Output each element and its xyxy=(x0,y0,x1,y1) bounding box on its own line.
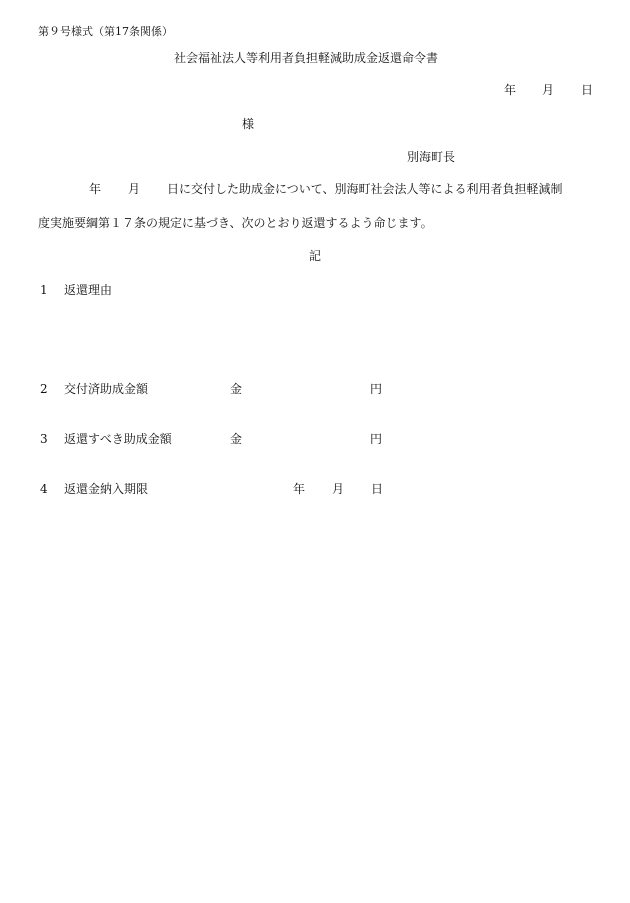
body-month-label: 月 xyxy=(128,182,141,196)
item-number-1: 1 xyxy=(40,283,48,297)
ki-heading: 記 xyxy=(309,249,322,263)
granted-amount-suffix: 円 xyxy=(370,382,383,396)
item-label-return-reason: 返還理由 xyxy=(64,283,113,297)
return-amount-suffix: 円 xyxy=(370,432,383,446)
body-line-2: 度実施要綱第１７条の規定に基づき、次のとおり返還するよう命じます。 xyxy=(38,216,433,230)
addressee-suffix: 様 xyxy=(242,117,255,131)
item-label-granted-amount: 交付済助成金額 xyxy=(64,382,149,396)
body-year-label: 年 xyxy=(89,182,102,196)
item-number-4: 4 xyxy=(40,482,48,496)
date-month-label: 月 xyxy=(542,83,555,97)
item-number-3: 3 xyxy=(40,432,48,446)
return-amount-prefix: 金 xyxy=(230,432,243,446)
item-number-2: 2 xyxy=(40,382,48,396)
deadline-month-label: 月 xyxy=(332,482,345,496)
item-label-return-amount: 返還すべき助成金額 xyxy=(64,432,172,446)
date-year-label: 年 xyxy=(504,83,517,97)
body-line-1: 日に交付した助成金について、別海町社会法人等による利用者負担軽減制 xyxy=(167,182,563,196)
item-label-payment-deadline: 返還金納入期限 xyxy=(64,482,149,496)
granted-amount-prefix: 金 xyxy=(230,382,243,396)
document-title: 社会福祉法人等利用者負担軽減助成金返還命令書 xyxy=(174,51,439,65)
date-day-label: 日 xyxy=(581,83,594,97)
issuer: 別海町長 xyxy=(407,150,456,164)
form-number: 第９号様式（第17条関係） xyxy=(38,25,173,38)
deadline-day-label: 日 xyxy=(371,482,384,496)
deadline-year-label: 年 xyxy=(293,482,306,496)
